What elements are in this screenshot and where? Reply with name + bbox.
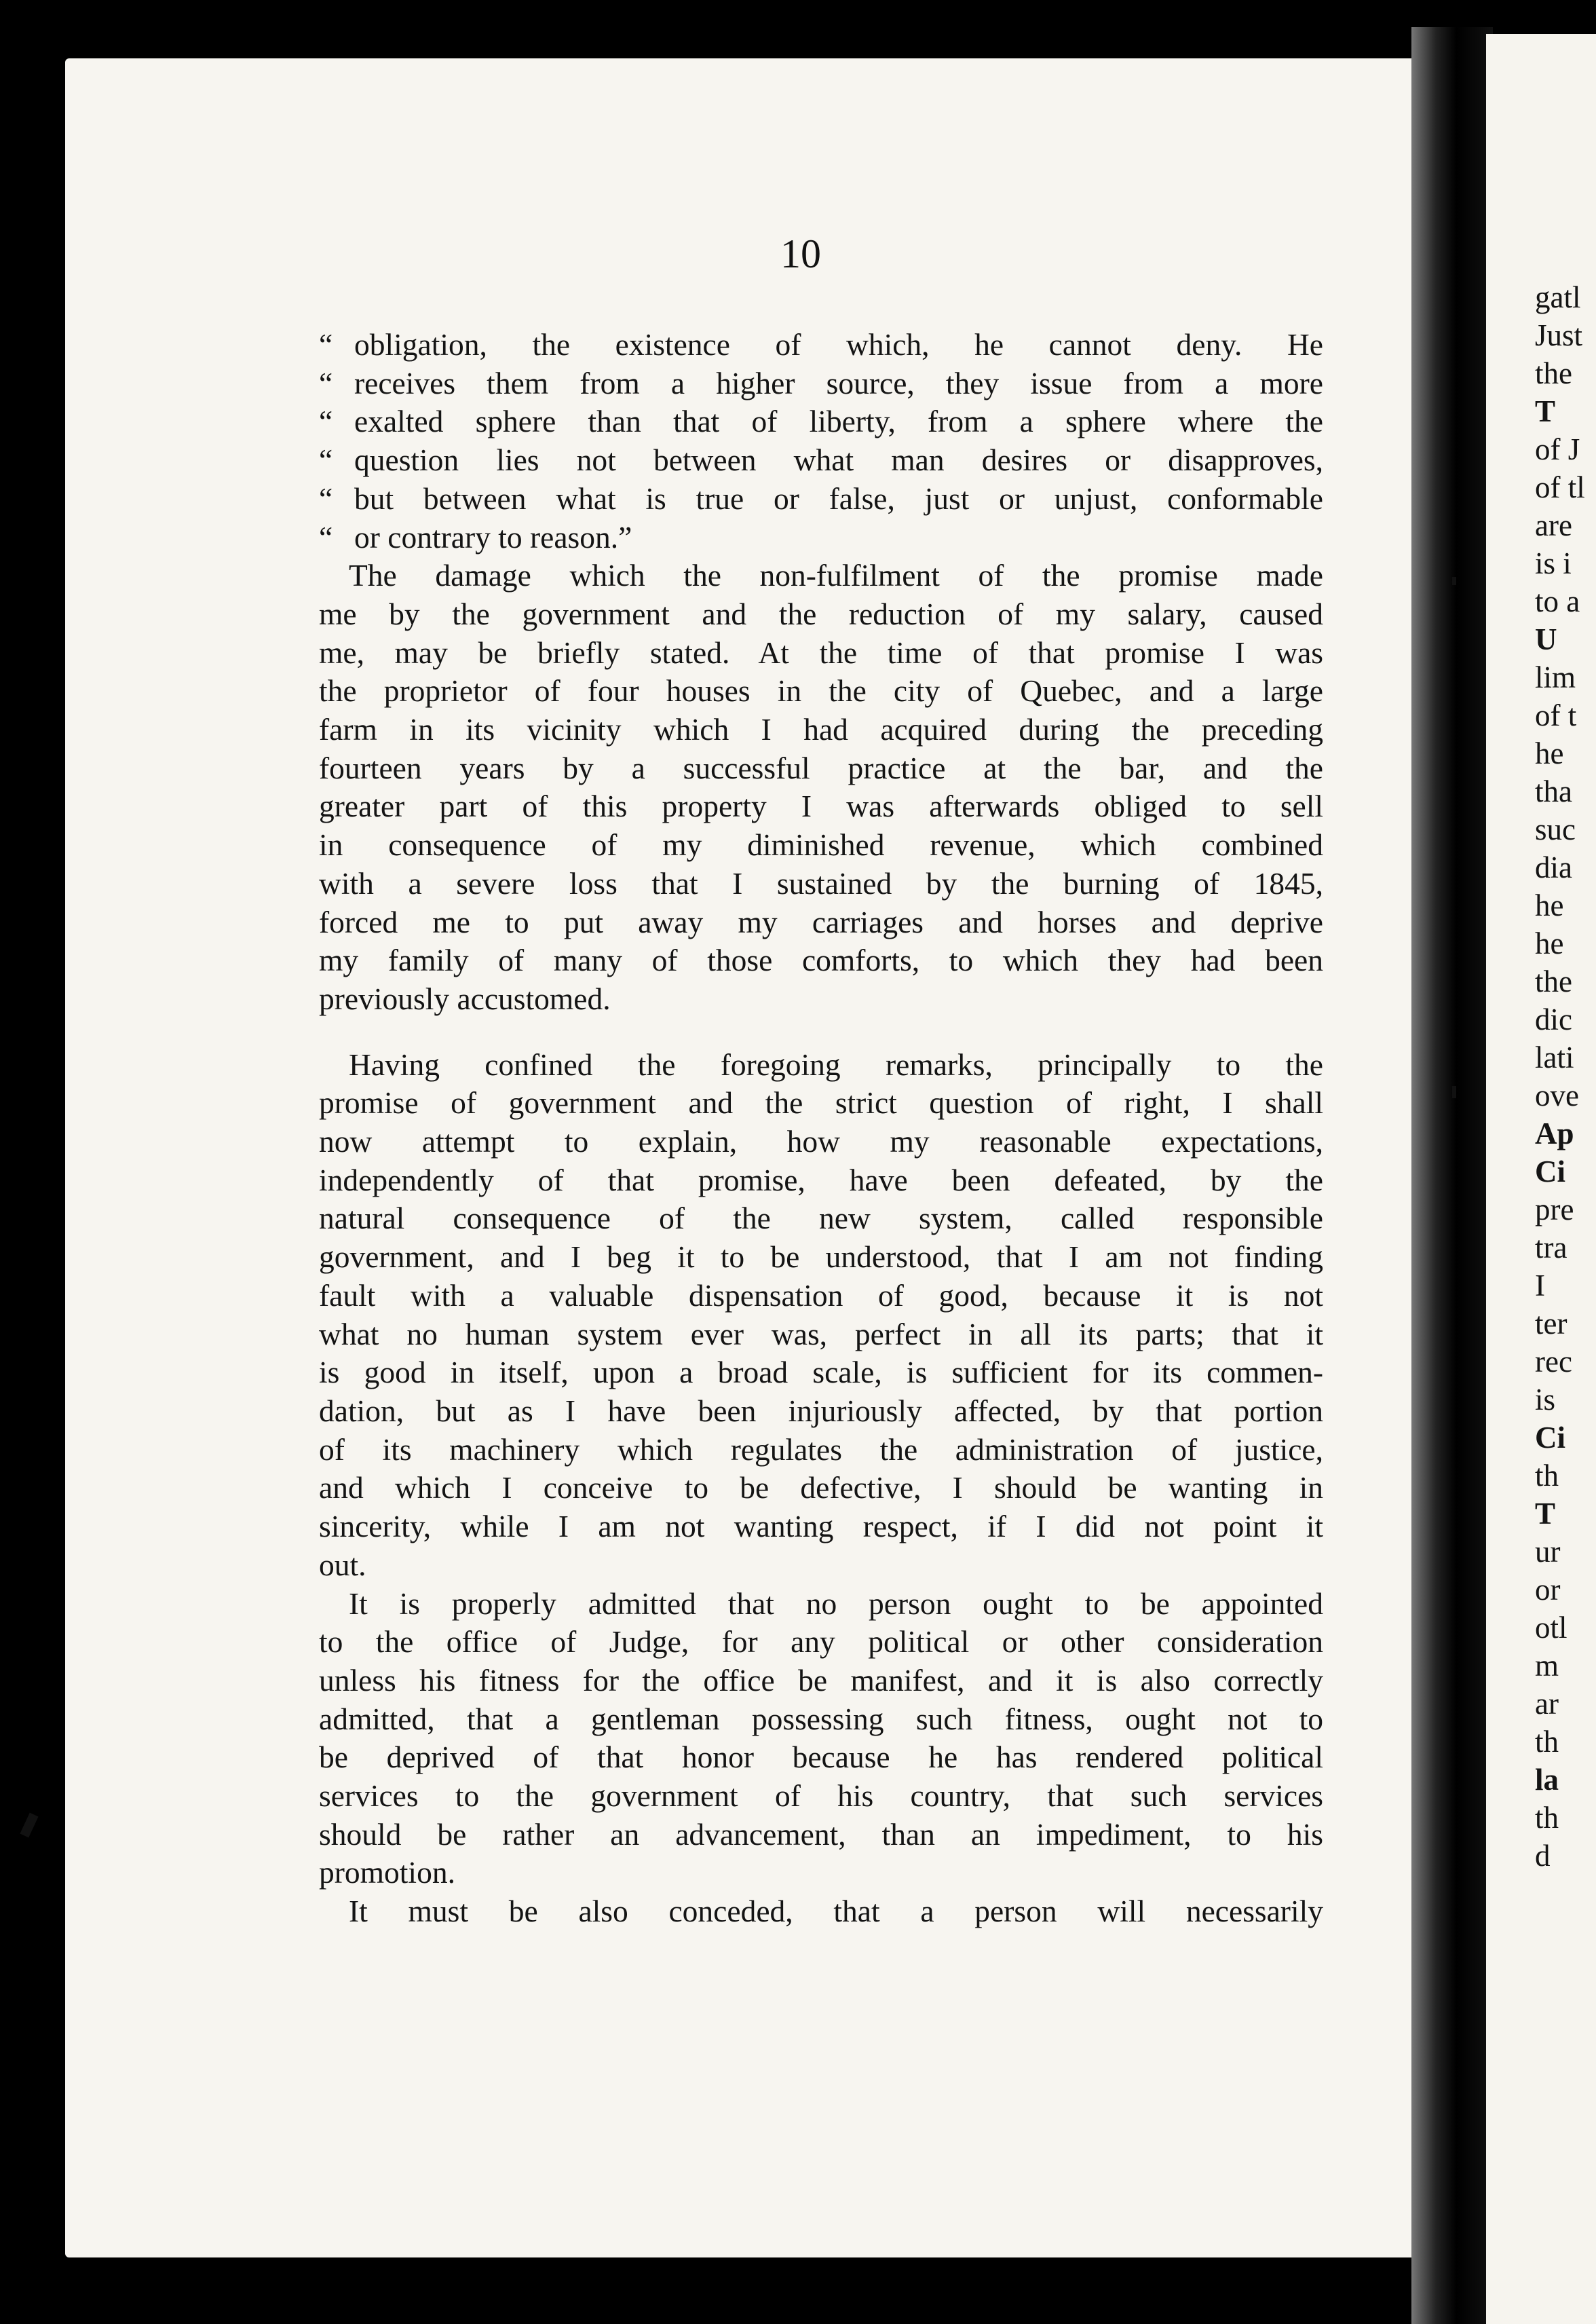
text-line <box>319 787 1323 826</box>
text-line <box>319 1238 1323 1277</box>
right-page-fragment: of tl <box>1535 470 1585 504</box>
right-page-fragment: he <box>1535 888 1564 922</box>
right-page-fragment: dia <box>1535 850 1572 884</box>
ink-mark <box>1452 1086 1456 1098</box>
text-line <box>319 1199 1323 1238</box>
page-number: 10 <box>780 231 821 276</box>
line-text: previously accustomed. <box>319 981 611 1016</box>
right-page-fragment: pre <box>1535 1193 1574 1226</box>
line-text: independently of that promise, have been defeated, by the <box>319 1162 1323 1197</box>
right-page-fragment: ur <box>1535 1535 1561 1569</box>
text-line <box>319 1777 1323 1816</box>
line-text: be deprived of that honor because he has rendered political <box>319 1740 1323 1775</box>
right-page-fragment: are <box>1535 508 1572 542</box>
text-line <box>319 1161 1323 1200</box>
quote-mark: “ <box>319 481 333 516</box>
line-text: is good in itself, upon a broad scale, is sufficient for its commen- <box>319 1355 1323 1390</box>
paragraph-gap <box>319 1019 1323 1046</box>
line-text: It is properly admitted that no person ought to be appointed <box>349 1586 1323 1621</box>
text-line <box>319 1353 1323 1392</box>
body-text <box>319 326 1323 1931</box>
right-page-fragment: th <box>1535 1459 1559 1493</box>
line-text: admitted, that a gentleman possessing such fitness, ought not to <box>319 1701 1323 1736</box>
text-line <box>319 1277 1323 1315</box>
line-text: my family of many of those comforts, to which they had been <box>319 943 1323 978</box>
right-page-fragment: lati <box>1535 1041 1574 1074</box>
quote-mark: “ <box>319 519 333 555</box>
line-text: promotion. <box>319 1855 455 1890</box>
quote-mark: “ <box>319 443 333 478</box>
right-page-fragment: or <box>1535 1573 1561 1607</box>
right-page-fragment: dic <box>1535 1002 1572 1036</box>
right-page-fragment: d <box>1535 1839 1551 1873</box>
text-line <box>319 402 1323 441</box>
line-text: exalted sphere than that of liberty, from a sphere where the <box>354 404 1323 439</box>
right-page-fragment: lim <box>1535 660 1576 694</box>
text-line <box>319 1585 1323 1624</box>
text-line <box>319 1431 1323 1469</box>
line-text: of its machinery which regulates the administration of justice, <box>319 1431 1323 1467</box>
line-text: now attempt to explain, how my reasonable expectations, <box>319 1124 1323 1159</box>
text-line <box>319 1662 1323 1700</box>
quote-mark: “ <box>319 327 333 362</box>
text-line <box>319 826 1323 865</box>
text-line <box>319 634 1323 673</box>
quote-mark: “ <box>319 404 333 439</box>
right-page-fragment: m <box>1535 1649 1559 1683</box>
right-page-fragment: la <box>1535 1763 1559 1797</box>
right-page-fragment: ter <box>1535 1307 1568 1341</box>
text-line <box>319 519 1323 557</box>
ink-mark <box>20 1813 38 1838</box>
line-text: to the office of Judge, for any political or other consideration <box>319 1624 1323 1660</box>
line-text: dation, but as I have been injuriously affected, by that portion <box>319 1393 1323 1428</box>
right-page-fragment: Ci <box>1535 1421 1565 1455</box>
right-page-fragment: he <box>1535 926 1564 960</box>
line-text: Having confined the foregoing remarks, principally to the <box>349 1047 1323 1082</box>
right-page-fragment: the <box>1535 356 1572 390</box>
right-page-fragment: he <box>1535 736 1564 770</box>
book-gutter <box>1411 27 1493 2324</box>
text-line <box>319 1892 1323 1931</box>
right-page-fragment: gatl <box>1535 280 1581 314</box>
text-line <box>319 1854 1323 1892</box>
ink-mark <box>1452 577 1456 585</box>
text-line <box>319 980 1323 1019</box>
right-page-fragment: of J <box>1535 432 1580 466</box>
text-line <box>319 1046 1323 1085</box>
line-text: fault with a valuable dispensation of good, because it is not <box>319 1277 1323 1313</box>
right-page-fragment: ove <box>1535 1079 1579 1112</box>
right-page-fragment: T <box>1535 394 1556 428</box>
text-line <box>319 941 1323 980</box>
right-page-fragment: tra <box>1535 1231 1568 1264</box>
line-text: in consequence of my diminished revenue, which combined <box>319 827 1323 863</box>
text-line <box>319 1084 1323 1123</box>
right-page-fragment: Just <box>1535 318 1583 352</box>
text-line <box>319 1392 1323 1431</box>
right-page-fragment: suc <box>1535 812 1576 846</box>
line-text: fourteen years by a successful practice at the bar, and the <box>319 750 1323 785</box>
right-page-fragment: T <box>1535 1497 1556 1531</box>
right-page-fragment: to a <box>1535 584 1580 618</box>
right-page-fragment: th <box>1535 1725 1559 1759</box>
right-page-fragment: I <box>1535 1269 1545 1302</box>
line-text: forced me to put away my carriages and horses and deprive <box>319 904 1323 939</box>
line-text: farm in its vicinity which I had acquired during the preceding <box>319 712 1323 747</box>
right-page-fragment: Ap <box>1535 1117 1574 1150</box>
line-text: should be rather an advancement, than an impediment, to his <box>319 1816 1323 1852</box>
line-text: but between what is true or false, just or unjust, conformable <box>354 481 1323 516</box>
line-text: It must be also conceded, that a person will necessarily <box>349 1894 1323 1929</box>
right-page-fragment: ar <box>1535 1687 1559 1721</box>
line-text: what no human system ever was, perfect in all its parts; that it <box>319 1316 1323 1351</box>
line-text: with a severe loss that I sustained by the burning of 1845, <box>319 865 1323 901</box>
text-line <box>319 1623 1323 1662</box>
text-line <box>319 1816 1323 1854</box>
right-page-fragment: rec <box>1535 1345 1572 1379</box>
text-line <box>319 1738 1323 1777</box>
line-text: greater part of this property I was afterwards obliged to sell <box>319 789 1323 824</box>
text-line <box>319 1123 1323 1161</box>
right-page-fragment: tha <box>1535 774 1572 808</box>
text-line <box>319 1315 1323 1354</box>
right-page-fragment: U <box>1535 622 1557 656</box>
text-line <box>319 1700 1323 1739</box>
line-text: me, may be briefly stated. At the time of that promise I was <box>319 635 1323 670</box>
text-line <box>319 1507 1323 1546</box>
right-page-fragment: Ci <box>1535 1155 1565 1188</box>
line-text: sincerity, while I am not wanting respect, if I did not point it <box>319 1509 1323 1544</box>
text-line <box>319 749 1323 788</box>
right-page-fragment: is <box>1535 1383 1556 1417</box>
text-line <box>319 480 1323 519</box>
text-line <box>319 711 1323 749</box>
text-line <box>319 1546 1323 1585</box>
right-page-fragment: otl <box>1535 1611 1568 1645</box>
text-line <box>319 364 1323 403</box>
line-text: obligation, the existence of which, he cannot deny. He <box>354 327 1323 362</box>
right-page-fragment: the <box>1535 964 1572 998</box>
text-line <box>319 595 1323 634</box>
line-text: natural consequence of the new system, called responsible <box>319 1201 1323 1236</box>
line-text: out. <box>319 1547 366 1582</box>
right-page-fragment: th <box>1535 1801 1559 1835</box>
line-text: and which I conceive to be defective, I should be wanting in <box>319 1470 1323 1505</box>
text-line <box>319 326 1323 364</box>
line-text: promise of government and the strict question of right, I shall <box>319 1085 1323 1121</box>
line-text: me by the government and the reduction of my salary, caused <box>319 596 1323 631</box>
right-page-fragment: is i <box>1535 546 1572 580</box>
line-text: unless his fitness for the office be manifest, and it is also correctly <box>319 1662 1323 1698</box>
right-page-text <box>1535 278 1596 1875</box>
line-text: The damage which the non-fulfilment of the promise made <box>349 558 1323 593</box>
text-line <box>319 865 1323 903</box>
line-text: government, and I beg it to be understood, that I am not finding <box>319 1239 1323 1275</box>
text-line <box>319 557 1323 595</box>
line-text: or contrary to reason.” <box>354 519 632 555</box>
text-line <box>319 441 1323 480</box>
line-text: services to the government of his country, that such services <box>319 1778 1323 1814</box>
line-text: receives them from a higher source, they issue from a more <box>354 365 1323 400</box>
line-text: question lies not between what man desires or disapproves, <box>354 443 1323 478</box>
quote-mark: “ <box>319 365 333 400</box>
line-text: the proprietor of four houses in the city of Quebec, and a large <box>319 673 1323 709</box>
text-line <box>319 672 1323 711</box>
right-page-fragment: of t <box>1535 698 1577 732</box>
text-line <box>319 1469 1323 1507</box>
text-line <box>319 903 1323 942</box>
